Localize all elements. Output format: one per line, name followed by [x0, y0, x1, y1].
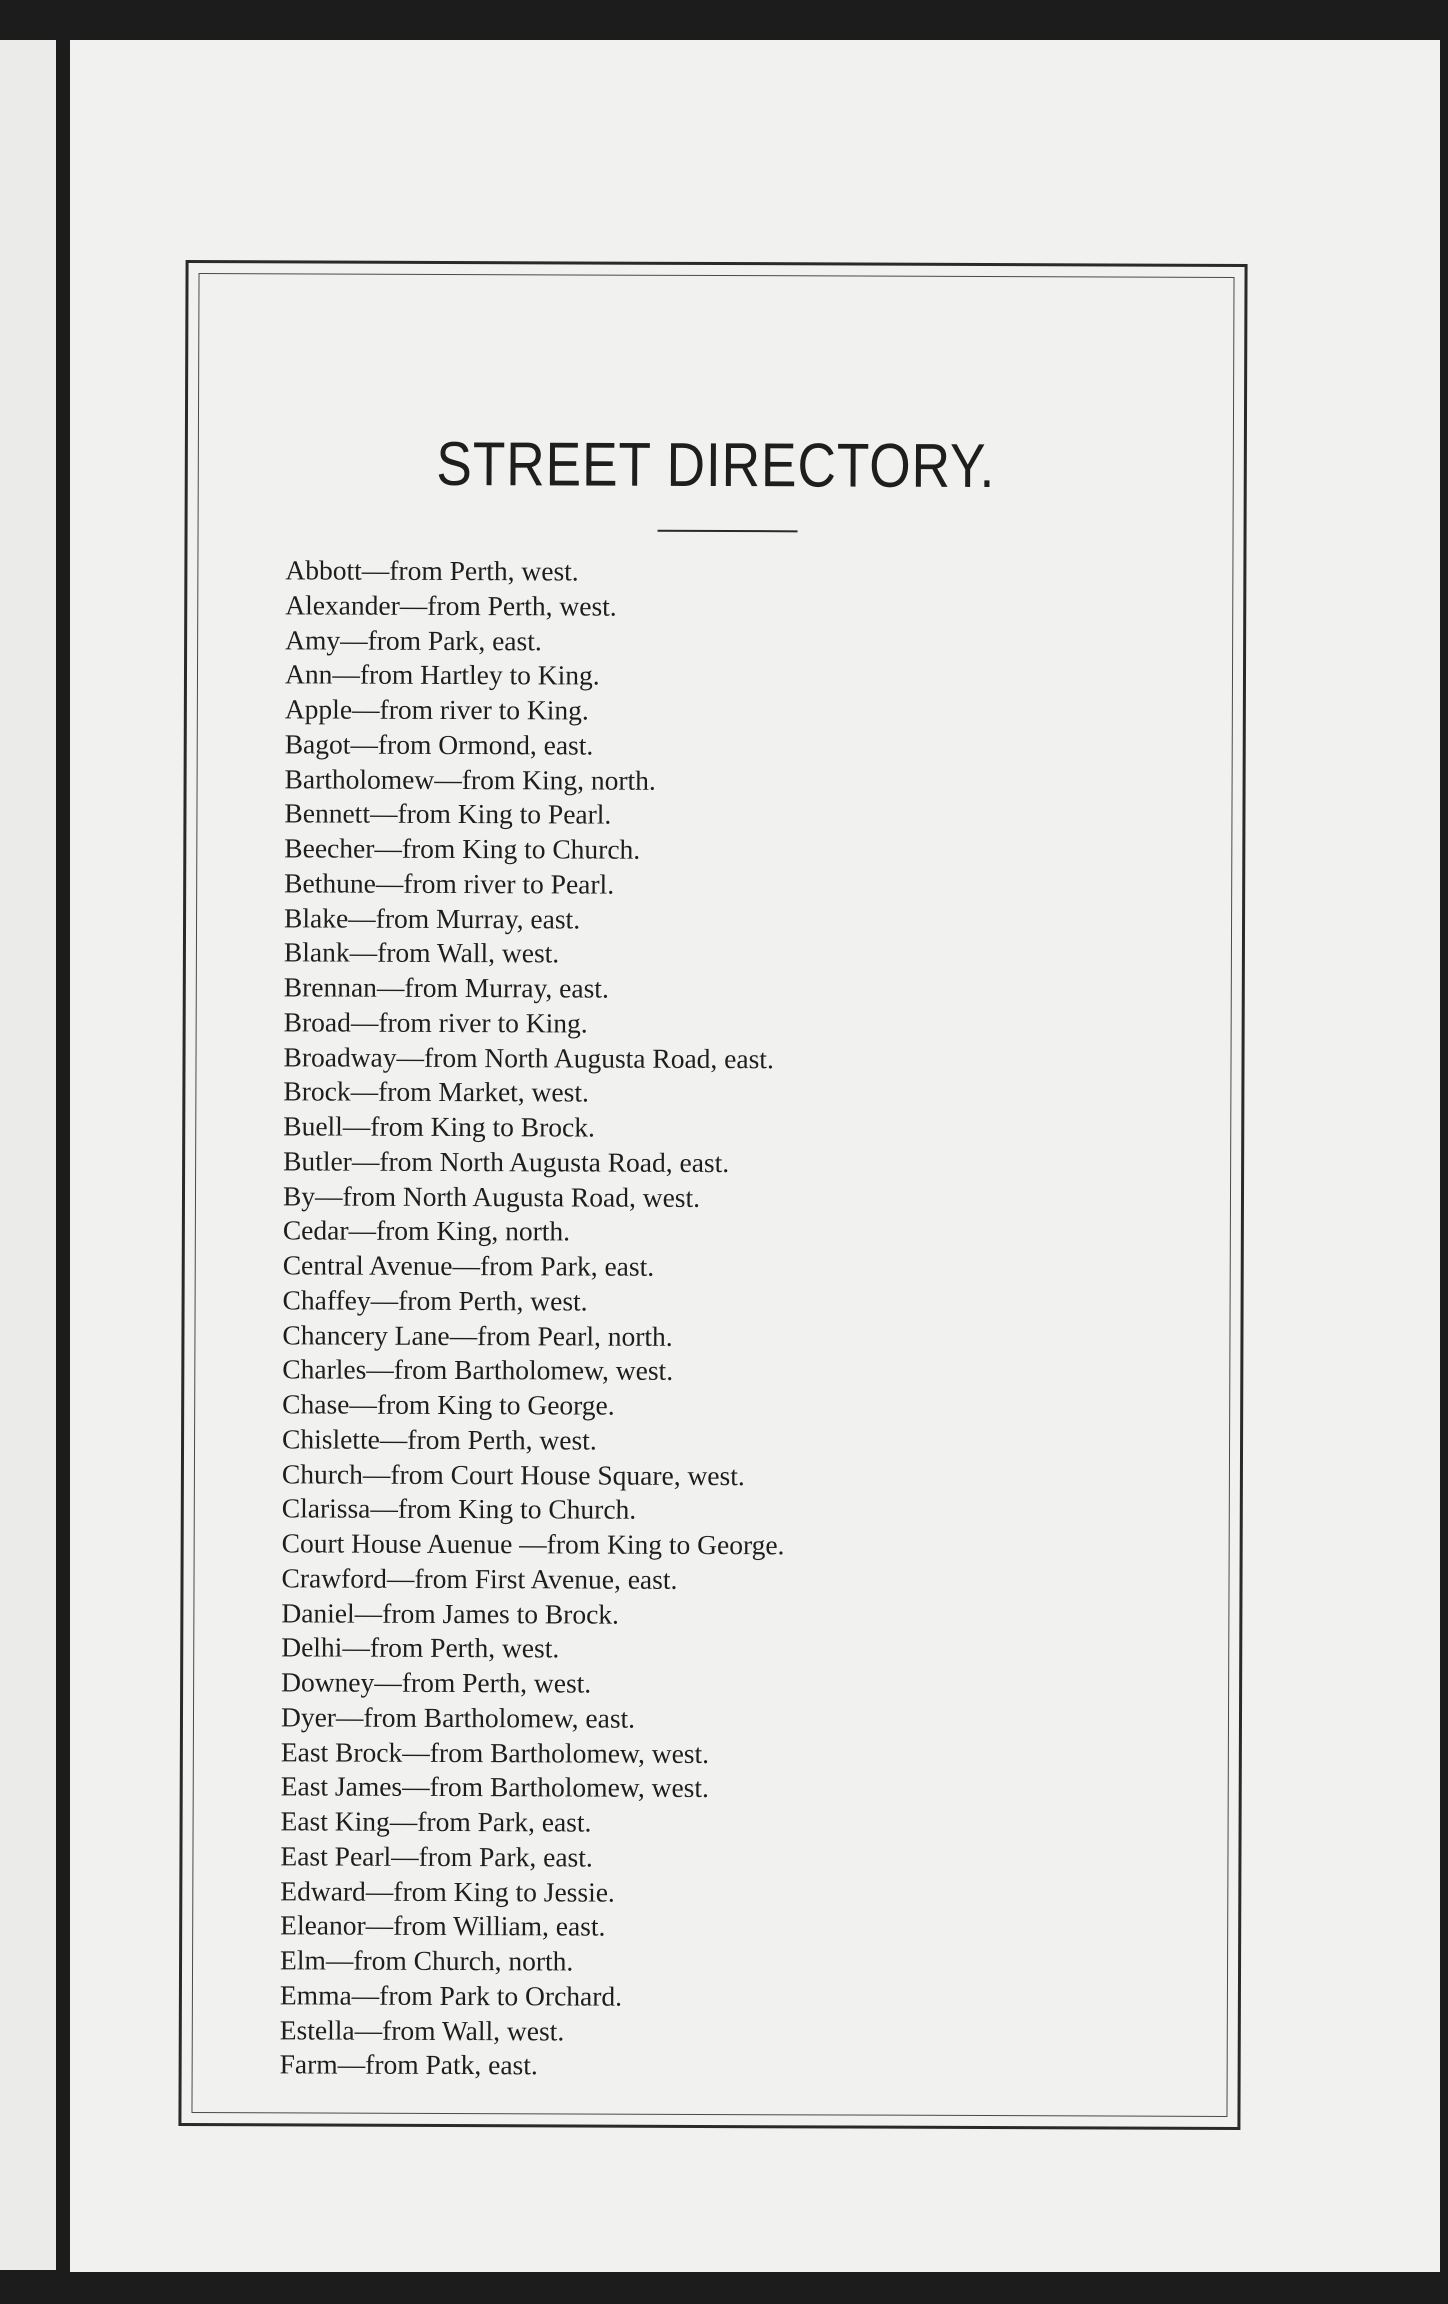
street-entry: Charles—from Bartholomew, west. [282, 1353, 674, 1387]
street-entry: Butler—from North Augusta Road, east. [283, 1145, 730, 1178]
street-entry: Cedar—from King, north. [282, 1214, 571, 1247]
street-entry: Estella—from Wall, west. [279, 2013, 565, 2046]
street-entry: Amy—from Park, east. [285, 623, 542, 656]
street-entry: Buell—from King to Brock. [283, 1110, 595, 1143]
street-entry: East Brock—from Bartholomew, west. [280, 1735, 710, 1769]
street-entry: East King—from Park, east. [280, 1805, 592, 1838]
facing-page-edge [0, 40, 56, 2270]
street-entry: Court House Auenue —from King to George. [281, 1527, 785, 1561]
street-entry: Edward—from King to Jessie. [280, 1874, 615, 1908]
street-entry: Elm—from Church, north. [280, 1944, 574, 1977]
street-entry: Central Avenue—from Park, east. [282, 1249, 655, 1282]
street-entry: Blake—from Murray, east. [284, 901, 581, 934]
street-entry: Daniel—from James to Brock. [281, 1596, 620, 1630]
street-entry: Brennan—from Murray, east. [283, 971, 609, 1004]
street-entry: Farm—from Patk, east. [279, 2048, 538, 2081]
street-entry: Abbott—from Perth, west. [285, 554, 579, 587]
street-entry: Dyer—from Bartholomew, east. [280, 1701, 636, 1734]
street-entry: Beecher—from King to Church. [284, 832, 641, 865]
street-list [280, 553, 1186, 2085]
street-entry: Chislette—from Perth, west. [282, 1423, 597, 1456]
street-entry: East Pearl—from Park, east. [280, 1840, 593, 1873]
street-entry: Downey—from Perth, west. [281, 1666, 592, 1699]
street-entry: Crawford—from First Avenue, east. [281, 1562, 678, 1595]
street-entry: Bethune—from river to Pearl. [284, 867, 615, 900]
street-entry: By—from North Augusta Road, west. [282, 1179, 701, 1213]
street-entry: Eleanor—from William, east. [280, 1909, 606, 1942]
street-entry: Bartholomew—from King, north. [284, 762, 656, 796]
street-entry: Blank—from Wall, west. [283, 936, 560, 969]
street-entry: Broad—from river to King. [283, 1006, 588, 1039]
street-entry: East James—from Bartholomew, west. [280, 1770, 709, 1804]
street-entry: Delhi—from Perth, west. [281, 1631, 560, 1664]
street-entry: Clarissa—from King to Church. [281, 1492, 637, 1525]
street-entry: Alexander—from Perth, west. [285, 589, 617, 622]
street-entry: Bagot—from Ormond, east. [284, 728, 594, 761]
street-entry: Bennett—from King to Pearl. [284, 797, 612, 830]
street-entry: Emma—from Park to Orchard. [279, 1979, 623, 2012]
street-entry: Ann—from Hartley to King. [284, 658, 600, 691]
page-title: STREET DIRECTORY. [436, 429, 996, 502]
street-entry: Chase—from King to George. [282, 1388, 615, 1421]
street-entry: Chaffey—from Perth, west. [282, 1284, 588, 1317]
page-border [178, 260, 1247, 2130]
book-page [70, 40, 1440, 2272]
street-entry: Church—from Court House Square, west. [281, 1457, 745, 1491]
street-entry: Broadway—from North Augusta Road, east. [283, 1040, 774, 1074]
street-entry: Apple—from river to King. [284, 693, 589, 726]
street-entry: Brock—from Market, west. [283, 1075, 589, 1108]
street-entry: Chancery Lane—from Pearl, north. [282, 1318, 673, 1352]
